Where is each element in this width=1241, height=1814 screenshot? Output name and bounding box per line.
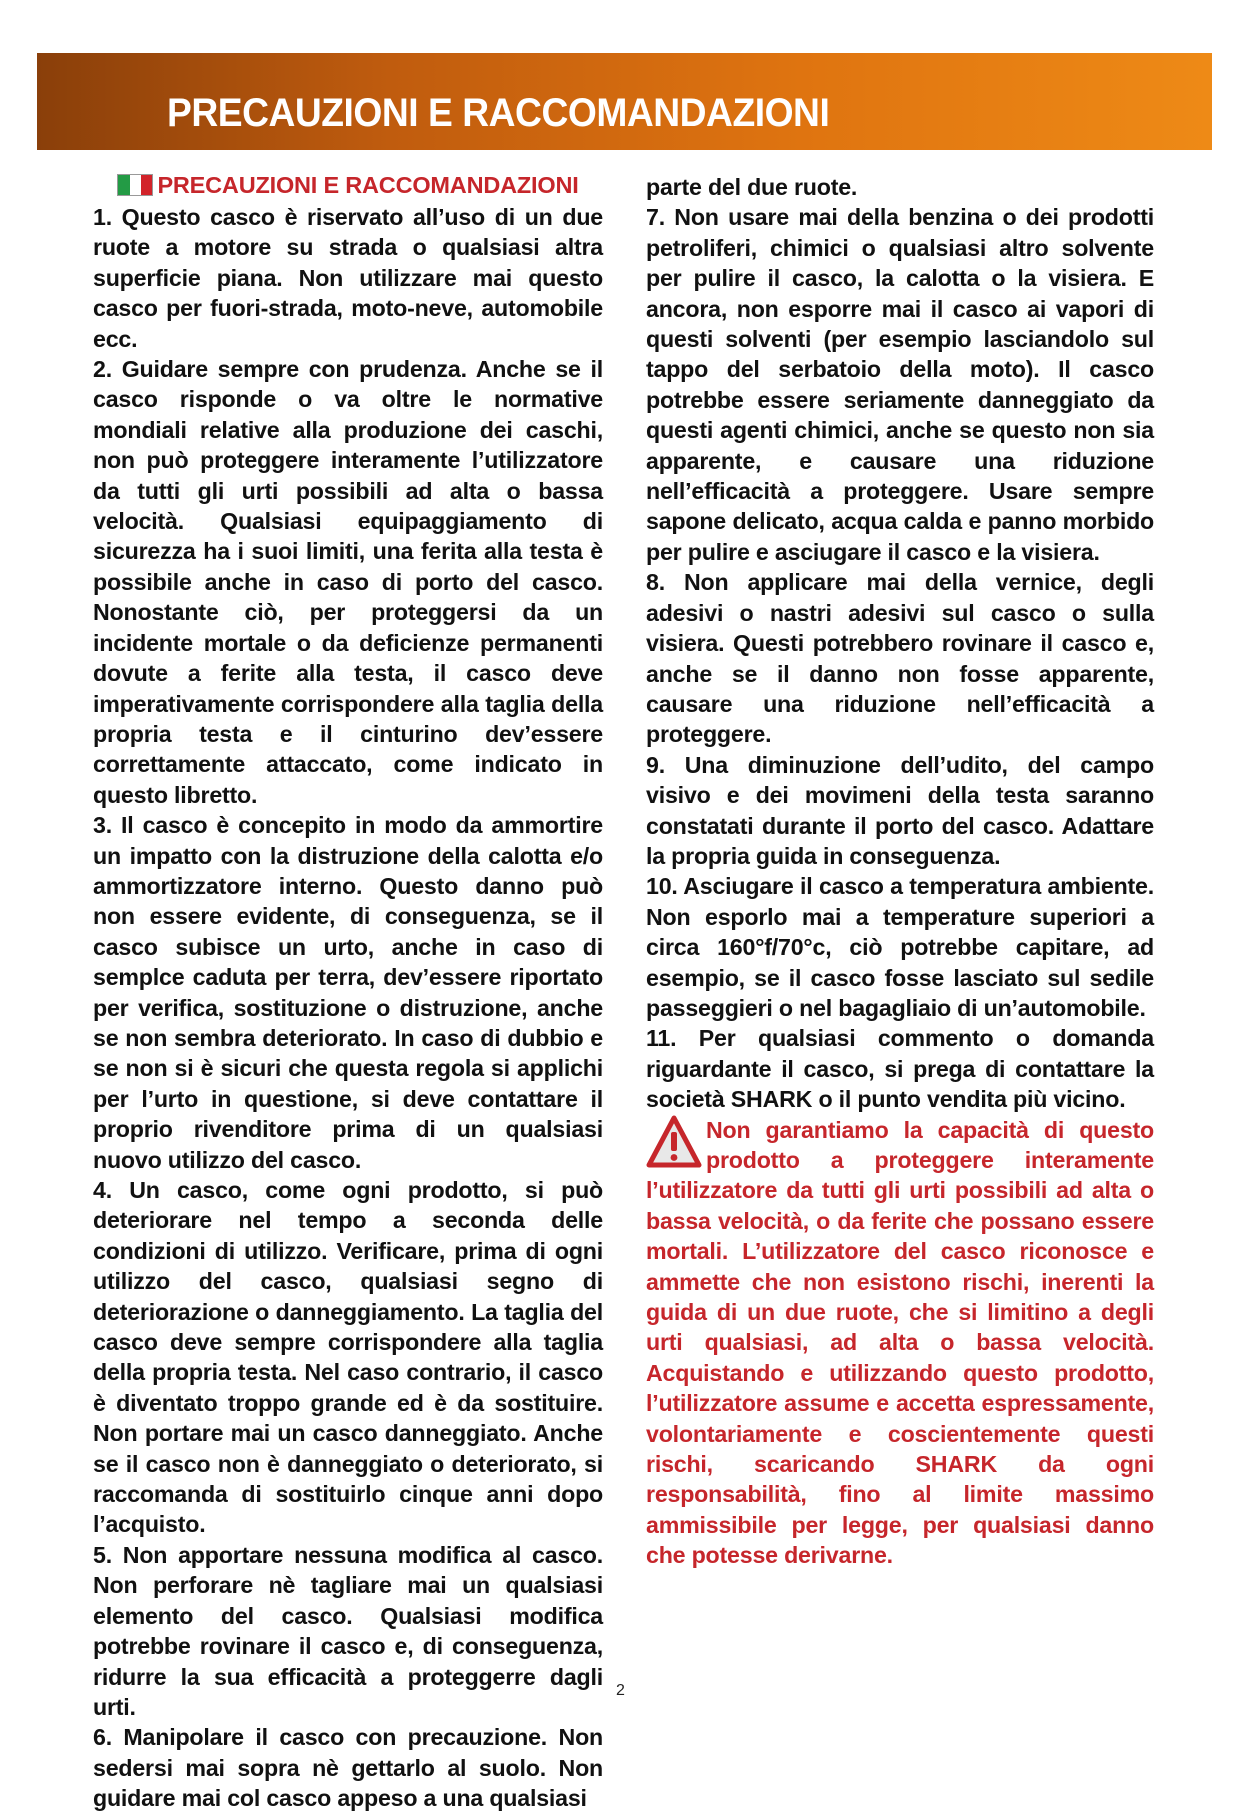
warning-text: Non garantiamo la capacità di questo prodotto a proteggere interamente l’utilizzatore da tutti gli urti possibili ad alta o bassa velocità, o da ferite che possano essere mortali. L’utilizzatore del casco riconosce e ammette che non esistono rischi, inerenti la guida di un due ruote, che si limitino a degli urti qualsiasi, ad alta o bassa velocità. Acquistando e utilizzando questo prodotto, l’utilizzatore assume e accetta espressamente, volontariamente e coscientemente questi rischi, scaricando SHARK da ogni responsabilità, fino al limite massimo ammissibile per legge, per qualsiasi danno che potesse derivarne. xyxy=(646,1116,1154,1569)
paragraph-10: 10. Asciugare il casco a temperatura ambiente. Non esporlo mai a temperature superiori a circa 160°f/70°c, ciò potrebbe capitare, ad esempio, se il casco fosse lasciato sul sedile passeggieri o nel bagagliaio di un’automobile. xyxy=(646,873,1154,1021)
paragraph-9: 9. Una diminuzione dell’udito, del campo visivo e dei movimeni della testa saranno constatati durante il porto del casco. Adattare la propria guida in conseguenza. xyxy=(646,751,1154,869)
paragraph-11: 11. Per qualsiasi commento o domanda riguardante il casco, si prega di contattare la società SHARK o il punto vendita più vicino. xyxy=(646,1025,1154,1113)
paragraph-6-continued: parte del due ruote. xyxy=(646,174,858,200)
warning-triangle-icon xyxy=(646,1115,702,1169)
italian-flag-icon xyxy=(117,174,153,196)
paragraph-4: 4. Un casco, come ogni prodotto, si può deteriorare nel tempo a seconda delle condizioni di utilizzo. Verificare, prima di ogni utilizzo del casco, qualsiasi segno di deteriorazione o danneggiamento. La taglia del casco deve sempre corrispondere alla taglia della propria testa. Nel caso contrario, il casco è diventato troppo grande ed è da sostituire. Non portare mai un casco danneggiato. Anche se il casco non è danneggiato o deteriorato, si raccomanda di sostituirlo cinque anni dopo l’acquisto. xyxy=(93,1177,603,1538)
paragraph-5: 5. Non apportare nessuna modifica al casco. Non perforare nè tagliare mai un qualsiasi elemento del casco. Qualsiasi modifica potrebbe rovinare il casco e, di conseguenza, ridurre la sua efficacità a proteggerre dagli urti. xyxy=(93,1541,603,1720)
paragraph-3: 3. Il casco è concepito in modo da ammortire un impatto con la distruzione della calotta e/o ammortizzatore interno. Questo danno può non essere evidente, di conseguenza, se il casco subisce un urto, anche in caso di semplce caduta per terra, dev’essere riportato per verifica, sostituzione o distruzione, anche se non sembra deteriorato. In caso di dubbio e se non si è sicuri che questa regola si applichi per l’urto in questione, si deve contattare il proprio rivenditore prima di un qualsiasi nuovo utilizzo del casco. xyxy=(93,812,603,1173)
page-title: PRECAUZIONI E RACCOMANDAZIONI xyxy=(167,91,830,135)
paragraph-6: 6. Manipolare il casco con precauzione. Non sedersi mai sopra nè gettarlo al suolo. Non guidare mai col casco appeso a una qualsiasi xyxy=(93,1724,603,1812)
paragraph-8: 8. Non applicare mai della vernice, degli adesivi o nastri adesivi sul casco o sulla visiera. Questi potrebbero rovinare il casco e, anche se il danno non fosse apparente, causare una riduzione nell’efficacità a proteggere. xyxy=(646,569,1154,748)
paragraph-1: 1. Questo casco è riservato all’uso di un due ruote a motore su strada o qualsiasi altra superficie piana. Non utilizzare mai questo casco per fuori-strada, moto-neve, automobile ecc. xyxy=(93,204,603,352)
section-heading-text: PRECAUZIONI E RACCOMANDAZIONI xyxy=(157,171,579,198)
page-number: 2 xyxy=(616,1682,625,1699)
section-heading xyxy=(93,170,603,200)
warning-block xyxy=(646,1115,1154,1571)
header-banner xyxy=(37,53,1212,150)
paragraph-7: 7. Non usare mai della benzina o dei prodotti petroliferi, chimici o qualsiasi altro solvente per pulire il casco, la calotta o la visiera. E ancora, non esporre mai il casco ai vapori di questi solventi (per esempio lasciandolo sul tappo del serbatoio della moto). Il casco potrebbe essere seriamente danneggiato da questi agenti chimici, anche se questo non sia apparente, e causare una riduzione nell’efficacità a proteggere. Usare sempre sapone delicato, acqua calda e panno morbido per pulire e asciugare il casco e la visiera. xyxy=(646,204,1154,565)
paragraph-2: 2. Guidare sempre con prudenza. Anche se il casco risponde o va oltre le normative mondiali relative alla produzione dei caschi, non può proteggere interamente l’utilizzatore da tutti gli urti possibili ad alta o bassa velocità. Qualsiasi equipaggiamento di sicurezza ha i suoi limiti, una ferita alla testa è possibile anche in caso di porto del casco. Nonostante ciò, per proteggersi da un incidente mortale o da deficienze permanenti dovute a ferite alla testa, il casco deve imperativamente corrispondere alla taglia della propria testa e il cinturino dev’essere correttamente attaccato, come indicato in questo libretto. xyxy=(93,356,603,808)
right-column xyxy=(646,172,1154,1571)
left-column xyxy=(93,170,603,1814)
